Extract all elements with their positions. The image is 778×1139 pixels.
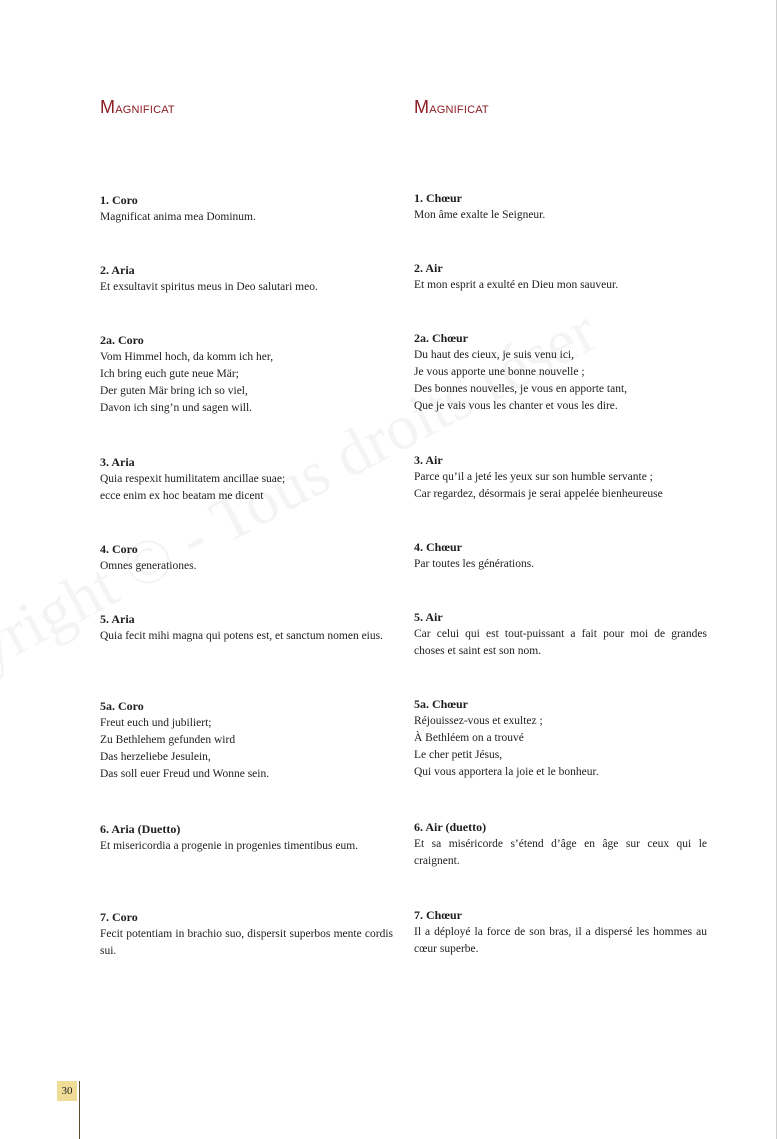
text-paragraph: Et misericordia a progenie in progenies timentibus eum. (100, 840, 359, 852)
section-heading: 6. Air (duetto) (414, 820, 487, 834)
section-heading: 2. Air (414, 261, 443, 275)
french-section-2 (414, 260, 707, 294)
text-line: Parce qu’il a jeté les yeux sur son humble servante ; (414, 471, 653, 483)
section-heading: 7. Chœur (414, 908, 463, 922)
section-heading: 2a. Coro (100, 333, 144, 347)
french-section-5 (414, 609, 707, 660)
french-section-4 (414, 539, 707, 573)
latin-column-title (100, 97, 175, 118)
section-heading: 4. Chœur (414, 540, 463, 554)
section-heading: 4. Coro (100, 542, 138, 556)
section-heading: 5. Aria (100, 612, 135, 626)
page-rule (79, 1081, 80, 1139)
text-line: Ich bring euch gute neue Mär; (100, 368, 239, 380)
latin-section-6 (100, 821, 393, 855)
latin-section-5a (100, 698, 393, 783)
text-line: Davon ich sing’n und sagen will. (100, 402, 253, 414)
text-line: Vom Himmel hoch, da komm ich her, (100, 351, 274, 363)
section-heading: 3. Aria (100, 455, 135, 469)
section-heading: 1. Chœur (414, 191, 463, 205)
text-line: Magnificat anima mea Dominum. (100, 211, 256, 223)
text-line: Réjouissez-vous et exultez ; (414, 715, 543, 727)
text-line: Das soll euer Freud und Wonne sein. (100, 768, 270, 780)
section-heading: 5a. Chœur (414, 697, 469, 711)
text-line: Du haut des cieux, je suis venu ici, (414, 349, 575, 361)
french-column-title (414, 97, 489, 118)
french-section-7 (414, 907, 707, 958)
text-line: Mon âme exalte le Seigneur. (414, 209, 546, 221)
text-line: Car regardez, désormais je serai appelée bienheureuse (414, 488, 663, 500)
text-line: Le cher petit Jésus, (414, 749, 503, 761)
section-heading: 2. Aria (100, 263, 135, 277)
title-initial: M (100, 97, 116, 117)
text-line: Der guten Mär bring ich so viel, (100, 385, 248, 397)
section-heading: 2a. Chœur (414, 331, 469, 345)
text-line: Je vous apporte une bonne nouvelle ; (414, 366, 585, 378)
text-line: Que je vais vous les chanter et vous les dire. (414, 400, 618, 412)
text-paragraph: Il a déployé la force de son bras, il a dispersé les hommes au cœur superbe. (414, 926, 707, 955)
text-line: Et exsultavit spiritus meus in Deo salutari meo. (100, 281, 318, 293)
page-number: 30 (57, 1081, 77, 1101)
french-section-2a (414, 330, 707, 415)
section-heading: 3. Air (414, 453, 443, 467)
text-line: Quia respexit humilitatem ancillae suae; (100, 473, 286, 485)
latin-section-2 (100, 262, 393, 296)
title-rest: agnificat (429, 100, 489, 117)
section-heading: 1. Coro (100, 193, 138, 207)
french-section-5a (414, 696, 707, 781)
text-paragraph: Fecit potentiam in brachio suo, dispersit superbos mente cordis sui. (100, 928, 393, 957)
text-line: Qui vous apportera la joie et le bonheur. (414, 766, 599, 778)
title-initial: M (414, 97, 430, 117)
text-line: Zu Bethlehem gefunden wird (100, 734, 236, 746)
text-line: ecce enim ex hoc beatam me dicent (100, 490, 264, 502)
section-heading: 7. Coro (100, 910, 138, 924)
latin-section-5 (100, 611, 393, 645)
latin-section-7 (100, 909, 393, 960)
section-heading: 5a. Coro (100, 699, 144, 713)
text-line: Das herzeliebe Jesulein, (100, 751, 211, 763)
text-line: Et mon esprit a exulté en Dieu mon sauveur. (414, 279, 619, 291)
latin-section-3 (100, 454, 393, 505)
latin-section-1 (100, 192, 393, 226)
section-heading: 6. Aria (Duetto) (100, 822, 181, 836)
text-paragraph: Car celui qui est tout-puissant a fait pour moi de grandes choses et saint est son nom. (414, 628, 707, 657)
french-section-6 (414, 819, 707, 870)
text-line: Des bonnes nouvelles, je vous en apporte tant, (414, 383, 628, 395)
text-line: À Bethléem on a trouvé (414, 732, 524, 744)
french-section-1 (414, 190, 707, 224)
text-paragraph: Et sa miséricorde s’étend d’âge en âge sur ceux qui le craignent. (414, 838, 707, 867)
text-line: Omnes generationes. (100, 560, 197, 572)
section-heading: 5. Air (414, 610, 443, 624)
french-section-3 (414, 452, 707, 503)
latin-section-4 (100, 541, 393, 575)
text-line: Freut euch und jubiliert; (100, 717, 212, 729)
text-line: Par toutes les générations. (414, 558, 535, 570)
latin-section-2a (100, 332, 393, 417)
text-paragraph: Quia fecit mihi magna qui potens est, et sanctum nomen eius. (100, 630, 383, 642)
title-rest: agnificat (115, 100, 175, 117)
